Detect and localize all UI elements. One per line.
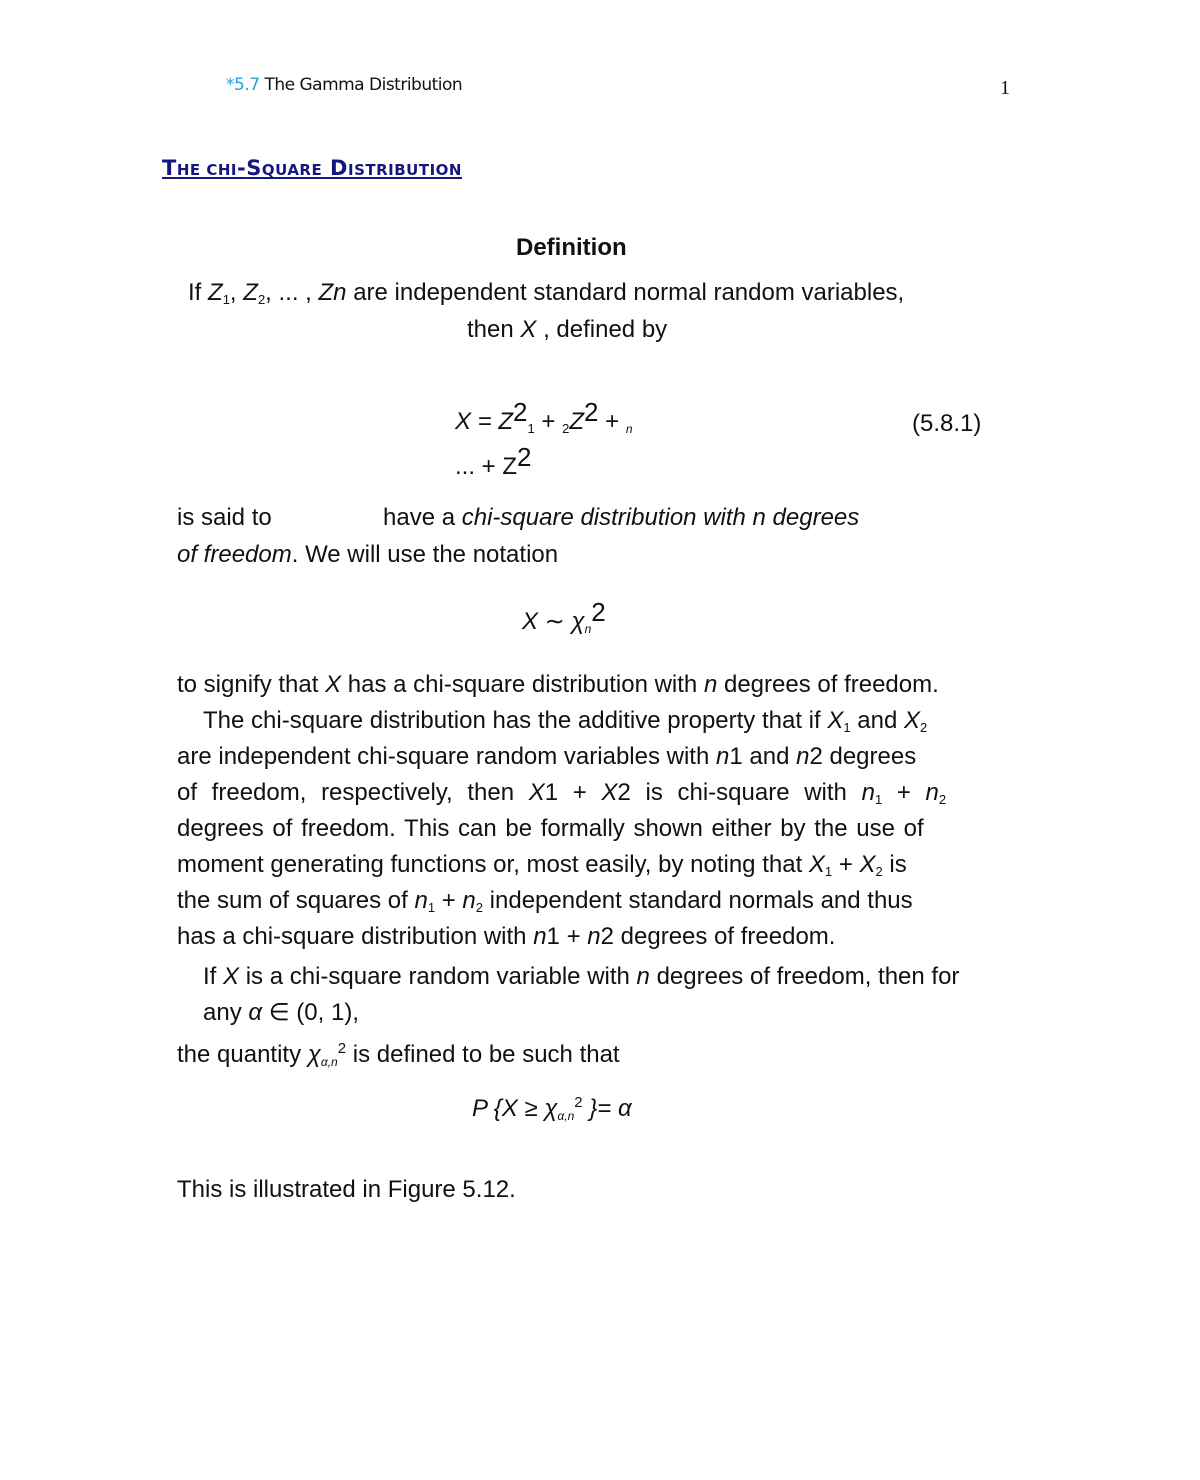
text: + xyxy=(882,779,926,806)
section-title xyxy=(162,156,462,180)
sub: 2 xyxy=(875,864,883,879)
text: the quantity xyxy=(177,1041,308,1068)
var-n: n xyxy=(925,779,939,806)
title-dash: - xyxy=(237,156,247,180)
equation-number: (5.8.1) xyxy=(912,410,982,437)
page-number: 1 xyxy=(1000,77,1010,99)
text: are independent chi-square random variables with xyxy=(177,743,716,770)
text-comma: , xyxy=(229,279,244,306)
var-z2: Z xyxy=(243,279,258,306)
header-section-title: The Gamma Distribution xyxy=(259,75,463,95)
var-z1: Z xyxy=(208,279,223,306)
text: 1 xyxy=(729,743,743,770)
additive-line-3 xyxy=(177,778,975,814)
title-small-caps-3: ISTRIBUTION xyxy=(347,161,462,179)
text-to-signify: to signify that xyxy=(177,671,326,698)
eq1-sub-2: 2 xyxy=(562,421,570,436)
eq1-square-2: 2 xyxy=(584,397,599,427)
eq2-square: 2 xyxy=(591,597,606,627)
var-n: n xyxy=(462,887,476,914)
var-n: n xyxy=(861,779,875,806)
text: of freedom, respectively, then xyxy=(177,779,529,806)
text-defined-by: , defined by xyxy=(536,316,668,343)
text-if: If xyxy=(188,279,209,306)
eq1-dots-z: ... + Z xyxy=(455,453,518,480)
text: 2 xyxy=(600,923,614,950)
eq1-square-1: 2 xyxy=(513,397,528,427)
var-x: X xyxy=(859,851,876,878)
paragraph-signify xyxy=(177,670,939,700)
additive-line-1 xyxy=(177,706,975,742)
eq1-plus-2: + xyxy=(598,408,626,435)
definition-line-2 xyxy=(467,315,667,345)
var-chi: χ xyxy=(307,1041,321,1068)
text: is chi-square with xyxy=(630,779,862,806)
equation-5-8-1-line-2 xyxy=(455,442,532,481)
sub: 1 xyxy=(427,900,436,915)
paragraph-quantile-line-3 xyxy=(177,1034,620,1077)
definition-line-1 xyxy=(188,278,904,315)
var-x: X xyxy=(528,779,545,806)
text: and xyxy=(850,707,904,734)
sub: α,n xyxy=(320,1055,338,1069)
additive-line-5 xyxy=(177,850,975,886)
var-n: n xyxy=(414,887,428,914)
text: 2 xyxy=(617,779,631,806)
sub: 1 xyxy=(874,792,883,807)
text-degrees-of-freedom: degrees of freedom. xyxy=(717,671,939,698)
eq1-lhs: X = Z xyxy=(455,408,514,435)
eq1-sub-1: 1 xyxy=(527,421,535,436)
text: is defined to be such that xyxy=(346,1041,620,1068)
paragraph-said-to xyxy=(177,503,272,533)
var-x: X xyxy=(223,963,240,990)
text-have-a: have a xyxy=(383,504,462,531)
var-x: X xyxy=(827,707,844,734)
paragraph-quantile-line-1 xyxy=(203,962,959,992)
var-x: X xyxy=(601,779,618,806)
text-of-freedom: of freedom xyxy=(177,541,292,568)
notation-equation xyxy=(522,597,606,636)
paragraph-quantile-line-2 xyxy=(203,998,359,1028)
text-notation: . We will use the notation xyxy=(291,541,559,568)
text: 2 xyxy=(809,743,823,770)
title-small-caps-2: QUARE xyxy=(261,161,323,179)
paragraph-additive xyxy=(177,706,975,958)
eq3-square: 2 xyxy=(574,1094,583,1111)
text: ∈ (0, 1), xyxy=(262,999,359,1026)
title-cap-d: D xyxy=(330,156,348,180)
text: If xyxy=(203,963,224,990)
sub: 2 xyxy=(938,792,947,807)
title-cap-t: T xyxy=(162,156,177,180)
paragraph-said-to-mid xyxy=(383,503,859,533)
eq2-sub-n: n xyxy=(584,622,592,636)
running-header xyxy=(226,75,462,95)
var-n: n xyxy=(715,743,730,770)
header-section-number: 5.7 xyxy=(234,75,260,95)
var-x: X xyxy=(808,851,825,878)
var-n: n xyxy=(636,963,650,990)
text: and xyxy=(742,743,797,770)
text-chi-square-term: chi-square distribution with n degrees xyxy=(461,504,860,531)
additive-line-4 xyxy=(177,814,975,850)
closing-sentence: This is illustrated in Figure 5.12. xyxy=(177,1176,516,1203)
eq2-lhs: X ∼ χ xyxy=(522,608,585,635)
additive-line-2 xyxy=(177,742,975,778)
var-n: n xyxy=(796,743,810,770)
text: has a chi-square distribution with xyxy=(177,923,534,950)
additive-line-7 xyxy=(177,922,975,958)
title-small-caps-1: HE CHI xyxy=(176,161,237,179)
eq1-z2: Z xyxy=(569,408,584,435)
text: independent standard normals and thus xyxy=(483,887,913,914)
header-star: * xyxy=(226,75,234,95)
text: is a chi-square random variable with xyxy=(239,963,637,990)
text-definition-tail: are independent standard normal random variables, xyxy=(346,279,905,306)
text: is xyxy=(882,851,907,878)
text: any xyxy=(203,999,249,1026)
eq3-rhs: }= α xyxy=(582,1095,632,1122)
var-x: X xyxy=(520,316,537,343)
title-cap-s: S xyxy=(246,156,262,180)
eq1-plus-1: + xyxy=(534,408,563,435)
eq1-sub-n: n xyxy=(625,422,633,436)
text: degrees of freedom. xyxy=(613,923,836,950)
var-zn: Zn xyxy=(318,279,347,306)
var-n: n xyxy=(587,923,601,950)
sub-2: 2 xyxy=(257,292,266,307)
text: degrees of freedom, then for xyxy=(649,963,960,990)
definition-heading: Definition xyxy=(516,234,627,261)
equation-5-8-1 xyxy=(455,397,633,436)
var-n: n xyxy=(533,923,547,950)
text: + xyxy=(558,779,602,806)
probability-equation xyxy=(472,1094,632,1123)
var-x: X xyxy=(903,707,920,734)
text-ellipsis: , ... , xyxy=(265,279,319,306)
sub: 1 xyxy=(824,864,833,879)
var-n: n xyxy=(703,671,718,698)
text: degrees of freedom. This can be formally shown either by the use of xyxy=(177,815,924,842)
sup: 2 xyxy=(337,1040,347,1057)
text: the sum of squares of xyxy=(177,887,415,914)
text: degrees xyxy=(822,743,917,770)
sub: 2 xyxy=(475,900,484,915)
text: + xyxy=(435,887,463,914)
text: moment generating functions or, most easily, by noting that xyxy=(177,851,809,878)
eq1-square-3: 2 xyxy=(517,442,532,472)
eq3-sub: α,n xyxy=(557,1109,575,1123)
text-then: then xyxy=(467,316,521,343)
paragraph-said-to-line-2 xyxy=(177,540,558,570)
text: + xyxy=(832,851,860,878)
text: The chi-square distribution has the additive property that if xyxy=(203,707,828,734)
var-x: X xyxy=(325,671,342,698)
sub: 1 xyxy=(843,720,851,735)
var-alpha: α xyxy=(248,999,263,1026)
additive-line-6 xyxy=(177,886,975,922)
text-is-said-to: is said to xyxy=(177,504,272,531)
text: + xyxy=(559,923,588,950)
text-has-chi-square: has a chi-square distribution with xyxy=(341,671,704,698)
text: 1 xyxy=(544,779,559,806)
eq3-lhs: P {X ≥ χ xyxy=(472,1095,558,1122)
sub-1: 1 xyxy=(222,292,230,307)
sub: 2 xyxy=(920,720,928,735)
text: 1 xyxy=(546,923,560,950)
